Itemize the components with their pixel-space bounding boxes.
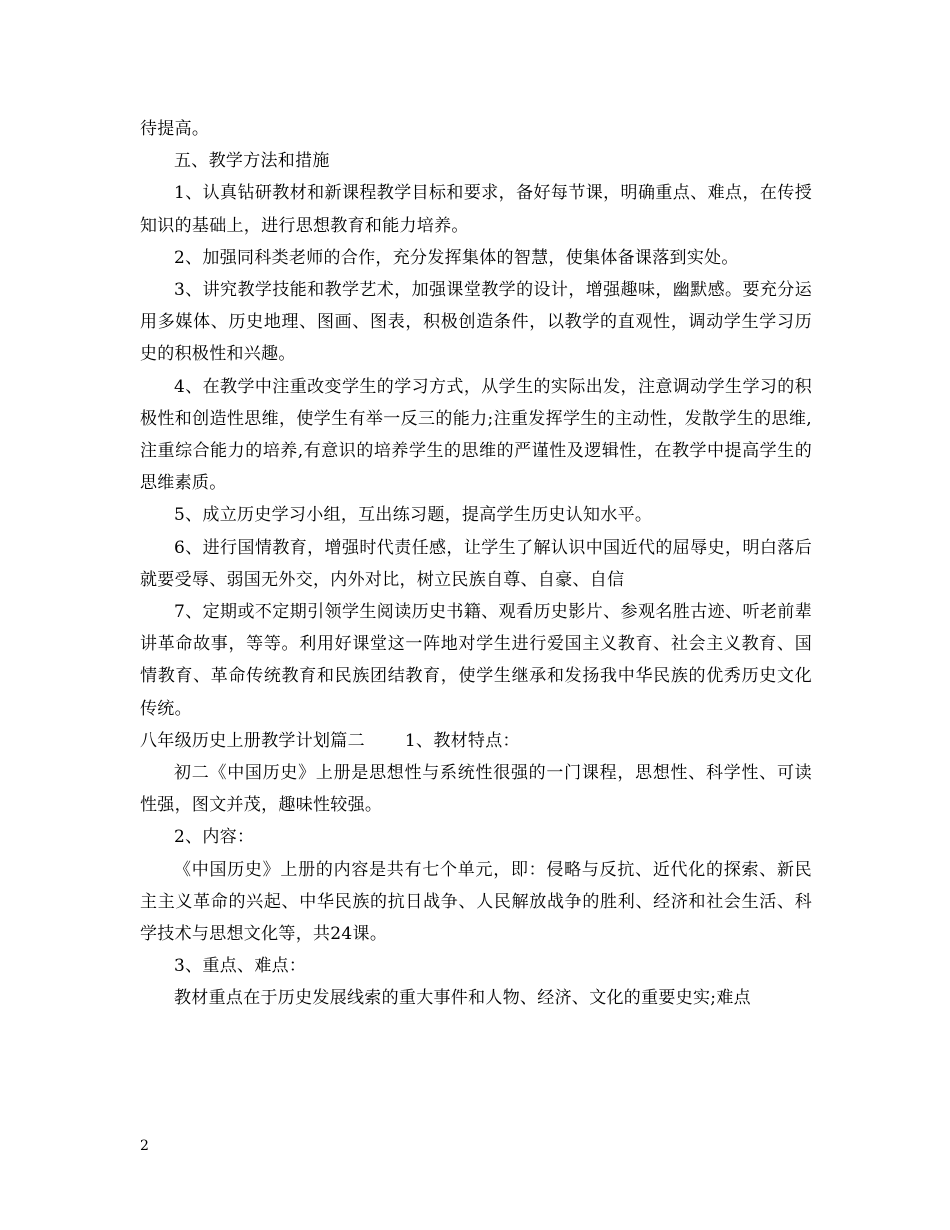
section-heading: 五、教学方法和措施 bbox=[174, 151, 330, 172]
paragraph: 2、加强同科类老师的合作，充分发挥集体的智慧，使集体备课落到实处。 bbox=[174, 247, 739, 268]
section-heading: 2、内容： bbox=[174, 827, 255, 848]
paragraph: 教材重点在于历史发展线索的重大事件和人物、经济、文化的重要史实;难点 bbox=[174, 988, 751, 1009]
paragraph: 1、认真钻研教材和新课程教学目标和要求，备好每节课，明确重点、难点，在传授知识的基础上，进行思想教育和能力培养。 bbox=[140, 183, 812, 236]
section-heading: 3、重点、难点： bbox=[174, 956, 307, 977]
paragraph: 5、成立历史学习小组，互出练习题，提高学生历史认知水平。 bbox=[174, 505, 653, 526]
plan-title: 八年级历史上册教学计划篇二 bbox=[140, 730, 365, 751]
paragraph: 《中国历史》上册的内容是共有七个单元，即：侵略与反抗、近代化的探索、新民主主义革命的兴起、中华民族的抗日战争、人民解放战争的胜利、经济和社会生活、科学技术与思想文化等，共24课。 bbox=[140, 859, 812, 945]
plan-subtitle: 1、教材特点： bbox=[404, 730, 520, 751]
plan-heading bbox=[140, 725, 812, 757]
paragraph: 4、在教学中注重改变学生的学习方式，从学生的实际出发，注意调动学生学习的积极性和创造性思维，使学生有举一反三的能力;注重发挥学生的主动性，发散学生的思维,注重综合能力的培养,有意识的培养学生的思维的严谨性及逻辑性，在教学中提高学生的思维素质。 bbox=[140, 376, 812, 494]
page-number: 2 bbox=[140, 1138, 149, 1154]
paragraph: 7、定期或不定期引领学生阅读历史书籍、观看历史影片、参观名胜古迹、听老前辈讲革命故事，等等。利用好课堂这一阵地对学生进行爱国主义教育、社会主义教育、国情教育、革命传统教育和民族团结教育，使学生继承和发扬我中华民族的优秀历史文化传统。 bbox=[140, 602, 812, 719]
paragraph: 初二《中国历史》上册是思想性与系统性很强的一门课程，思想性、科学性、可读性强，图文并茂，趣味性较强。 bbox=[140, 763, 812, 816]
paragraph: 3、讲究教学技能和教学艺术，加强课堂教学的设计，增强趣味，幽默感。要充分运用多媒体、历史地理、图画、图表，积极创造条件，以教学的直观性，调动学生学习历史的积极性和兴趣。 bbox=[140, 280, 812, 365]
document-body bbox=[140, 113, 812, 1015]
paragraph: 6、进行国情教育，增强时代责任感，让学生了解认识中国近代的屈辱史，明白落后就要受辱、弱国无外交，内外对比，树立民族自尊、自豪、自信 bbox=[140, 537, 812, 590]
paragraph: 待提高。 bbox=[140, 119, 210, 139]
